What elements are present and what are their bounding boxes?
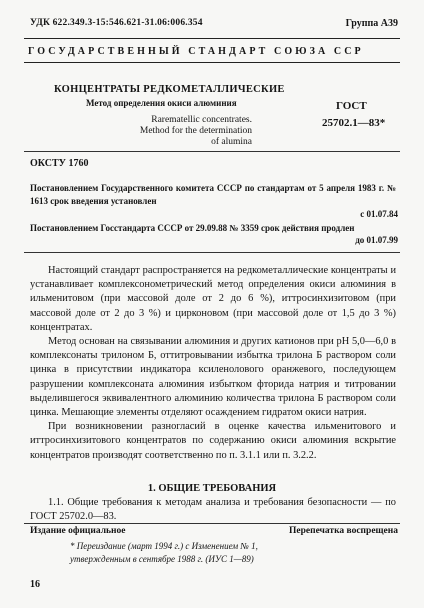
edition-label: Издание официальное — [30, 526, 126, 536]
udk-code: УДК 622.349.3-15:546.621-31.06:006.354 — [30, 18, 203, 28]
standard-banner: ГОСУДАРСТВЕННЫЙ СТАНДАРТ СОЮЗА ССР — [28, 46, 364, 57]
document-title: КОНЦЕНТРАТЫ РЕДКОМЕТАЛЛИЧЕСКИЕ — [54, 84, 285, 95]
body-paragraph: Настоящий стандарт распространяется на редкометаллические концентраты и устанавливает комплексонометрический метод определения окиси алюминия в ильменитовом (при массовой доле от 2 до 6 %), иттросинхизитовом (при массовой доле от 2 до 3 %) и цирконовом (при массовой доле от 1,5 до 3 %) концентратах. — [30, 265, 396, 333]
resolution-first-date: с 01.07.84 — [360, 209, 398, 219]
gost-number: 25702.1—83* — [322, 117, 386, 129]
body-text — [30, 264, 396, 463]
english-title-line: of alumina — [211, 137, 252, 147]
resolution-second: Постановлением Госстандарта СССР от 29.09.88 № 3359 срок действия продлен — [30, 223, 355, 233]
reprint-label: Перепечатка воспрещена — [288, 526, 398, 536]
resolution-rule — [24, 252, 400, 253]
banner-rule — [24, 62, 400, 63]
edition-note — [70, 540, 410, 566]
top-rule — [24, 38, 400, 39]
body-paragraph: При возникновении разногласий в оценке качества ильменитового и иттросинхизитового концентратов по содержанию окиси алюминия вскрытие концентратов производят соответственно по п. 3.1.1 или п. 3.2.2. — [30, 421, 396, 461]
okstu-rule — [24, 151, 400, 152]
okstu-code: ОКСТУ 1760 — [30, 158, 89, 169]
english-title-line: Rarematellic concentrates. — [151, 115, 252, 125]
footer-rule — [24, 523, 400, 524]
english-title-line: Method for the determination — [139, 126, 252, 136]
section-text — [30, 496, 396, 524]
gost-label: ГОСТ — [336, 100, 367, 112]
section-heading: 1. ОБЩИЕ ТРЕБОВАНИЯ — [147, 483, 277, 494]
edition-note-line: утвержденным в сентябре 1988 г. (ИУС 1—89) — [70, 554, 254, 564]
section-paragraph: 1.1. Общие требования к методам анализа и требования безопасности — по ГОСТ 25702.0—83. — [30, 497, 396, 523]
page-number: 16 — [30, 579, 40, 590]
edition-note-line: * Переиздание (март 1994 г.) с Изменением № 1, — [70, 541, 258, 551]
body-paragraph: Метод основан на связывании алюминия и других катионов при pH 5,0—6,0 в комплексонаты трилоном Б, оттитровывании избытка трилона Б раствором соли цинка в присутствии индикатора ксиленолового оранжевого, последующем разрушении комплексоната алюминия избытком фторида натрия и титровании выделившегося эквивалентного алюминию количества трилона Б раствором соли цинка. Мешающие элементы отделяют осаждением гидратом окиси натрия. — [30, 336, 396, 419]
resolution-second-date: до 01.07.99 — [355, 235, 398, 245]
english-title — [92, 115, 252, 148]
document-subtitle: Метод определения окиси алюминия — [86, 98, 237, 108]
resolution-first: Постановлением Государственного комитета СССР по стандартам от 5 апреля 1983 г. № 1613 срок введения установлен — [30, 183, 396, 206]
group-code: Группа А39 — [345, 18, 398, 29]
